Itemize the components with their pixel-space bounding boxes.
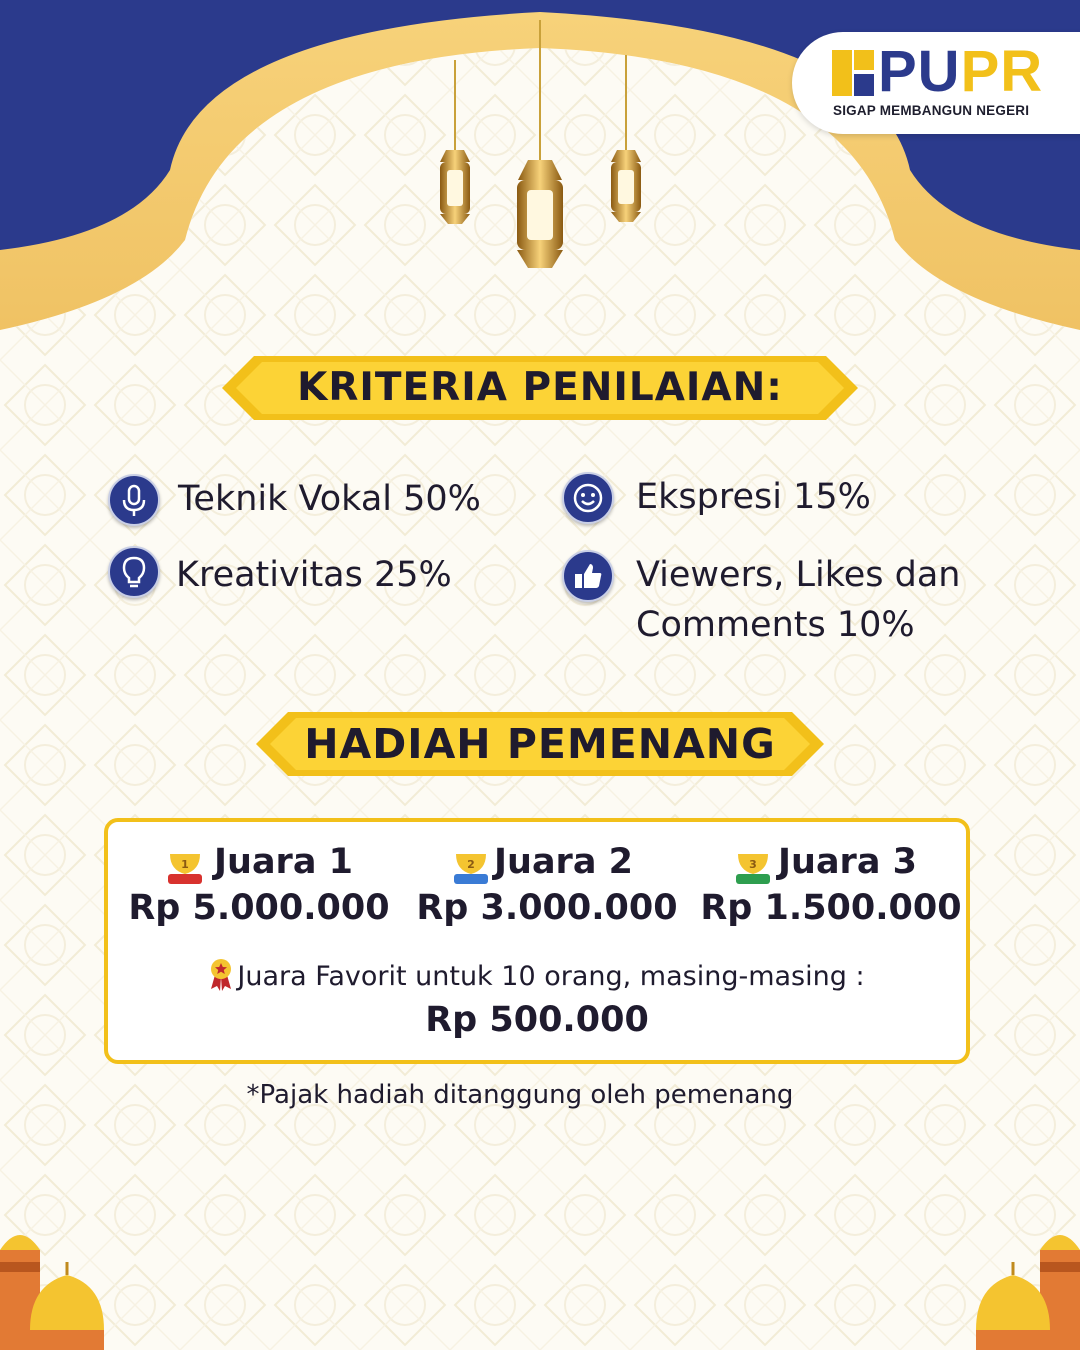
- smiley-face-icon-badge: [562, 472, 614, 524]
- winner-1-amount: Rp 5.000.000: [128, 888, 390, 928]
- criteria-label-creativity: Kreativitas 25%: [176, 555, 452, 595]
- svg-text:1: 1: [181, 858, 189, 871]
- criteria-label-engagement-line1: Viewers, Likes dan: [636, 555, 961, 595]
- smiley-face-icon: [564, 474, 612, 522]
- logo-wordmark: [878, 40, 1043, 104]
- medal-ribbon-icon: [209, 957, 233, 991]
- winner-2-amount: Rp 3.000.000: [416, 888, 678, 928]
- pupr-logo: [792, 32, 1080, 134]
- prizes-heading: HADIAH PEMENANG: [304, 720, 776, 768]
- criteria-label-engagement-line2: Comments 10%: [636, 605, 915, 645]
- favorite-winner-line: [108, 957, 966, 992]
- criteria-heading: KRITERIA PENILAIAN:: [297, 365, 783, 410]
- lightbulb-icon: [110, 548, 158, 596]
- pupr-emblem-icon: [832, 50, 874, 96]
- criteria-label-vocal: Teknik Vokal 50%: [178, 479, 481, 519]
- svg-text:2: 2: [467, 858, 475, 871]
- logo-pr: PR: [960, 39, 1044, 104]
- logo-tagline: SIGAP MEMBANGUN NEGERI: [833, 103, 1030, 118]
- winner-2-title: Juara 2: [494, 842, 633, 882]
- criteria-banner: [218, 352, 862, 424]
- prizes-banner: [252, 708, 828, 780]
- winner-3-amount: Rp 1.500.000: [700, 888, 962, 928]
- svg-text:3: 3: [749, 858, 757, 871]
- lightbulb-icon-badge: [108, 546, 160, 598]
- trophy-3-icon: [734, 850, 772, 886]
- criteria-label-expression: Ekspresi 15%: [636, 477, 871, 517]
- winner-1-title: Juara 1: [214, 842, 353, 882]
- thumbs-up-icon: [564, 552, 612, 600]
- trophy-2-icon: [452, 850, 490, 886]
- trophy-1-icon: [166, 850, 204, 886]
- microphone-icon: [110, 476, 158, 524]
- winner-3-title: Juara 3: [778, 842, 917, 882]
- tax-note: *Pajak hadiah ditanggung oleh pemenang: [246, 1080, 794, 1110]
- favorite-winner-text: Juara Favorit untuk 10 orang, masing-masing :: [237, 961, 865, 992]
- favorite-winner-amount: Rp 500.000: [425, 1000, 649, 1040]
- logo-pu: PU: [878, 39, 961, 104]
- prize-box: [104, 818, 970, 1064]
- thumbs-up-icon-badge: [562, 550, 614, 602]
- microphone-icon-badge: [108, 474, 160, 526]
